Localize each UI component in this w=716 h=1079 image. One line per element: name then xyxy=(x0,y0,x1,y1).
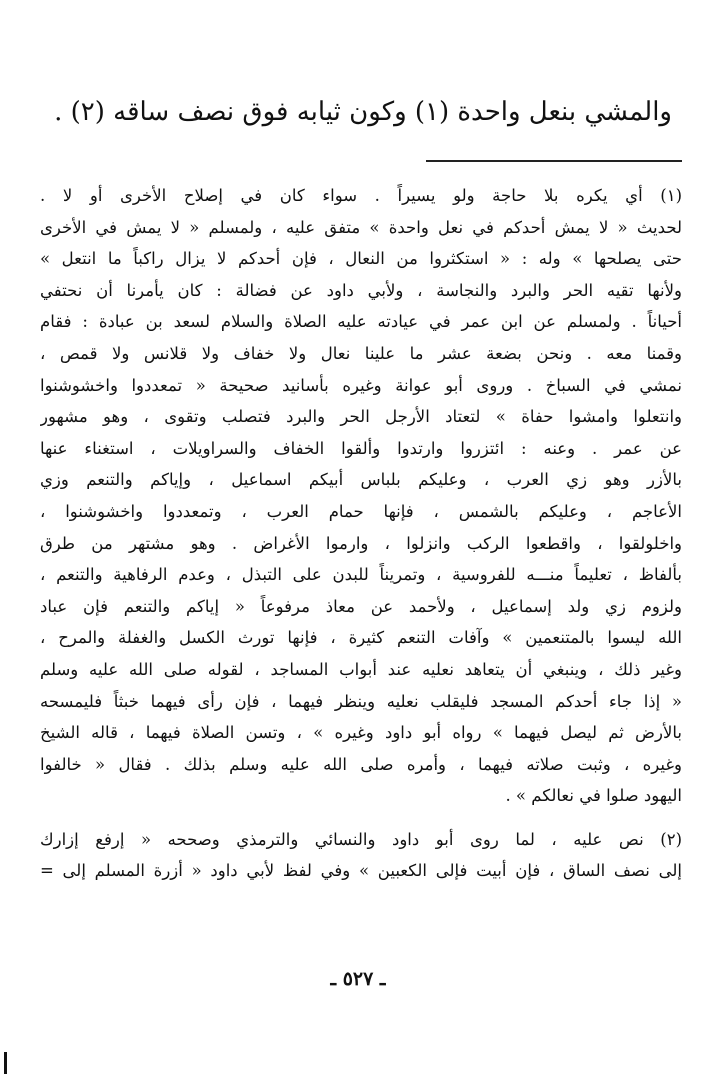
footnote-line: لحديث « لا يمش أحدكم في نعل واحدة » متفق عليه ، ولمسلم « لا يمش في الأخرى xyxy=(40,217,682,237)
footnote-line: بالأزر وهو زي العرب ، وعليكم بلباس أبيكم اسماعيل ، وإياكم والتنعم وزي xyxy=(40,470,682,490)
footnote-line: وانتعلوا وامشوا حفاة » لتعتاد الأرجل الحر والبرد فتصلب وتقوى ، وهو مشهور xyxy=(40,407,682,427)
footnote-line: اليهود صلوا في نعالكم » . xyxy=(505,786,682,806)
footnote-line: الأعاجم ، وعليكم بالشمس ، فإنها حمام العرب ، وتمعددوا واخشوشنوا ، xyxy=(40,501,682,521)
footnote-2 xyxy=(40,824,682,887)
footnote-line: أحياناً . ولمسلم عن ابن عمر في عيادته عليه الصلاة والسلام لسعد بن عبادة : فقام xyxy=(40,312,682,332)
scan-edge-mark xyxy=(4,1052,7,1074)
footnote-line: نمشي في السباخ . وروى أبو عوانة وغيره بأسانيد صحيحة « تمعددوا واخشوشنوا xyxy=(40,375,682,395)
footnote-1 xyxy=(40,180,682,812)
footnote-line: إلى نصف الساق ، فإن أبيت فإلى الكعبين » وفي لفظ لأبي داود « أزرة المسلم إلى = xyxy=(40,861,682,881)
footnote-line: حتى يصلحها » وله : « استكثروا من النعال ، فإن أحدكم لا يزال راكباً ما انتعل » xyxy=(40,249,682,269)
footnote-line: وقمنا معه . ونحن بضعة عشر ما علينا نعال ولا خفاف ولا قلانس ولا قمص ، xyxy=(40,343,682,363)
main-text: والمشي بنعل واحدة (١) وكون ثيابه فوق نصف ساقه (٢) . xyxy=(54,97,672,127)
footnote-separator xyxy=(426,160,682,162)
footnote-line: الله ليسوا بالمتنعمين » وآفات التنعم كثيرة ، فإنها تورث الكسل والغفلة والمرح ، xyxy=(40,628,682,648)
footnotes xyxy=(40,180,682,887)
footnote-line: ولزوم زي ولد إسماعيل ، ولأحمد عن معاذ مرفوعاً « إياكم والتنعم فإن عباد xyxy=(40,596,682,616)
footnote-line: بألفاظ ، تعليماً منـــه للفروسية ، وتمريناً للبدن على التبذل ، وعدم الرفاهية والتنعم ، xyxy=(40,565,682,585)
footnote-line: (٢) نص عليه ، لما روى أبو داود والنسائي والترمذي وصححه « إرفع إزارك xyxy=(40,829,682,849)
footnote-line: ولأنها تقيه الحر والبرد والنجاسة ، ولأبي داود عن فضالة : كان يأمرنا أن نحتفي xyxy=(40,280,682,300)
footnote-line: « إذا جاء أحدكم المسجد فليقلب نعليه وينظر فيهما ، فإن رأى فيهما خبثاً فليمسحه xyxy=(40,691,682,711)
footnote-line: واخلولقوا ، واقطعوا الركب وانزلوا ، وارموا الأغراض . وهو مشتهر من طرق xyxy=(40,533,682,553)
footnote-line: (١) أي يكره بلا حاجة ولو يسيراً . سواء كان في إصلاح الأخرى أو لا . xyxy=(40,186,682,205)
footnote-line: عن عمر . وعنه : ائتزروا وارتدوا وألقوا الخفاف والسراويلات ، استغناء عنها xyxy=(40,438,682,458)
page-number: ـ ٥٢٧ ـ xyxy=(330,968,386,990)
footnote-line: وغير ذلك ، وينبغي أن يتعاهد نعليه عند أبواب المساجد ، لقوله صلى الله عليه وسلم xyxy=(40,659,682,679)
footnote-line: وغيره ، وثبت صلاته فيهما ، وأمره صلى الله عليه وسلم بذلك . فقال « خالفوا xyxy=(40,754,682,774)
footnote-line: بالأرض ثم ليصل فيهما » رواه أبو داود وغيره » ، وتسن الصلاة فيهما ، قاله الشيخ xyxy=(40,723,682,743)
